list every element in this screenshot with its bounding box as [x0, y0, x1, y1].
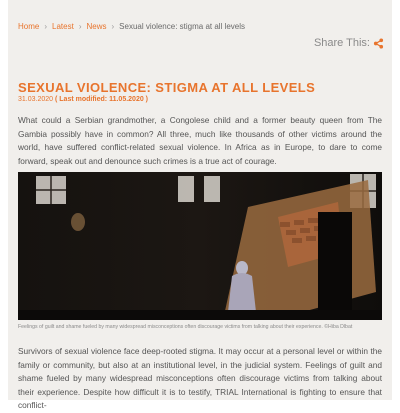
- article-intro: What could a Serbian grandmother, a Congolese child and a former beauty queen from The Gambia possibly have in common? All three, much like thousands of other victims around the world, have suffered conflict-related sexual violence. In Africa as in Europe, to dare to come forward, speak out and denounce such crimes is a true act of courage.: [18, 115, 382, 166]
- modified-date: 11.05.2020: [109, 96, 144, 103]
- publish-date: 31.03.2020: [18, 96, 54, 103]
- breadcrumb-home[interactable]: Home: [18, 22, 40, 31]
- article-dates: 31.03.2020 ( Last modified: 11.05.2020 ): [18, 96, 149, 103]
- breadcrumb-news[interactable]: News: [86, 22, 107, 31]
- share-button[interactable]: [314, 37, 384, 49]
- breadcrumb-separator: ›: [78, 22, 82, 31]
- article-title: SEXUAL VIOLENCE: STIGMA AT ALL LEVELS: [18, 80, 316, 95]
- photo-caption: Feelings of guilt and shame fueled by many widespread misconceptions often discourage victims from talking about their experience. ©Hiba Dlbat: [18, 324, 353, 330]
- article-photo: [18, 172, 382, 320]
- share-label: Share This:: [313, 37, 370, 49]
- breadcrumb: [18, 22, 245, 31]
- article-card: [8, 0, 392, 410]
- modified-label: Last modified:: [59, 96, 108, 103]
- breadcrumb-latest[interactable]: Latest: [52, 22, 74, 31]
- breadcrumb-current: Sexual violence: stigma at all levels: [119, 22, 246, 31]
- article-body: Survivors of sexual violence face deep-rooted stigma. It may occur at a personal level or within the family or community, but also at an institutional level, in the judicial system. Feelings of guilt and shame fueled by many widespread misconceptions often discourage victims from talking about their experience. Despite how difficult it is to testify, TRIAL International is fighting to ensure that conflict-: [18, 346, 382, 410]
- breadcrumb-separator: ›: [111, 22, 115, 31]
- breadcrumb-separator: ›: [44, 22, 48, 31]
- share-icon[interactable]: [373, 38, 384, 49]
